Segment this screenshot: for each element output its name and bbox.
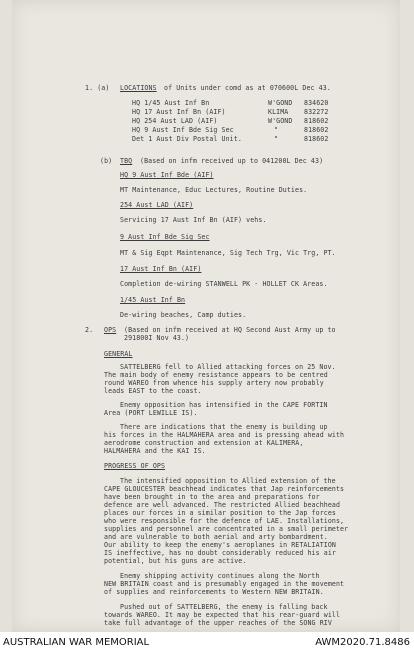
task-body: Servicing 17 Aust Inf Bn (AIF) vehs. [120, 216, 267, 224]
section-1-number: 1. (a) [85, 84, 110, 92]
location-code: KLIMA [268, 108, 289, 116]
para-line: Enemy shipping activity continues along the North [120, 572, 320, 580]
para-line: The intensified opposition to Allied extension of the [120, 477, 336, 485]
para-line: places our forces in a similar position to the Jap forces [104, 509, 336, 517]
tbq-heading-rest: (Based on infm received up to 041200L Dec 43) [140, 157, 324, 165]
archive-id: AWM2020.71.8486 [315, 637, 410, 648]
para-line: round WAREO from whence his supply artery now probably [104, 379, 324, 387]
para-line: supplies and personnel are concentrated in a small perimeter [104, 525, 349, 533]
para-line: take full advantage of the upper reaches of the SONG RIV [104, 619, 332, 627]
para-line: aerodrome construction and extension at KALIMERA, [104, 439, 304, 447]
locations-heading-rest: of Units under comd as at 070600L Dec 43. [164, 84, 331, 92]
location-unit: HQ 254 Aust LAD (AIF) [132, 117, 218, 125]
ops-heading-rest-2: 291800I Nov 43.) [124, 334, 190, 342]
para-line: There are indications that the enemy is building up [120, 423, 328, 431]
location-unit: HQ 17 Aust Inf Bn (AIF) [132, 108, 226, 116]
location-code: W'GOND [268, 99, 293, 107]
para-line: leads EAST to the coast. [104, 387, 202, 395]
para-line: The main body of enemy resistance appears to be centred [104, 371, 328, 379]
para-line: IS ineffective, has no doubt considerably reduced his air [104, 549, 336, 557]
para-line: and are vulnerable to both aerial and arty bombardment. [104, 533, 328, 541]
task-body: MT Maintenance, Educ Lectures, Routine Duties. [120, 186, 308, 194]
para-line: have been brought in to the area and preparations for [104, 493, 320, 501]
task-body: MT & Sig Eqpt Maintenance, Sig Tech Trg, Vic Trg, PT. [120, 249, 336, 257]
para-line: defence are well advanced. The restricted Allied beachhead [104, 501, 341, 509]
task-body: Completion de-wiring STANWELL PK - HOLLET CK Areas. [120, 280, 328, 288]
para-line: towards WAREO. It may be expected that his rear-guard will [104, 611, 341, 619]
location-unit: Det 1 Aust Div Postal Unit. [132, 135, 242, 143]
task-heading: 17 Aust Inf Bn (AIF) [120, 265, 202, 273]
task-heading: 254 Aust LAD (AIF) [120, 201, 194, 209]
para-line: NEW BRITAIN coast and is presumably engaged in the movement [104, 580, 345, 588]
para-line: Enemy opposition has intensified in the CAPE FORTIN [120, 401, 328, 409]
archive-name: AUSTRALIAN WAR MEMORIAL [3, 637, 150, 648]
para-line: Our ability to keep the enemy's aeroplanes in RETALIATION [104, 541, 336, 549]
tbq-heading: TBQ [120, 157, 133, 165]
general-heading: GENERAL [104, 350, 133, 358]
para-line: SATTELBERG fell to Allied attacking forces on 25 Nov. [120, 363, 336, 371]
location-ref: 818602 [304, 117, 329, 125]
para-line: who were responsible for the defence of LAE. Installations, [104, 517, 345, 525]
task-body: De-wiring beaches, Camp duties. [120, 311, 247, 319]
location-ref: 818602 [304, 135, 329, 143]
location-ref: 818602 [304, 126, 329, 134]
progress-heading: PROGRESS OF OPS [104, 462, 166, 470]
location-ref: 834620 [304, 99, 329, 107]
ops-heading-rest: (Based on infm received at HQ Second Aust Army up to [124, 326, 336, 334]
para-line: potential, but his guns are active. [104, 557, 247, 565]
para-line: of supplies and reinforcements to Western NEW BRITAIN. [104, 588, 324, 596]
paper-sheet [12, 0, 400, 632]
para-line: CAPE GLOUCESTER beachhead indicates that Jap reinforcements [104, 485, 345, 493]
para-line: Area (PORT LEWILLE IS). [104, 409, 198, 417]
location-unit: HQ 9 Aust Inf Bde Sig Sec [132, 126, 234, 134]
location-code: W'GOND [268, 117, 293, 125]
location-unit: HQ 1/45 Aust Inf Bn [132, 99, 210, 107]
location-code: " [274, 126, 279, 134]
location-ref: 832272 [304, 108, 329, 116]
task-heading: 9 Aust Inf Bde Sig Sec [120, 233, 210, 241]
para-line: HALMAHERA and the KAI IS. [104, 447, 206, 455]
para-line: his forces in the HALMAHERA area and is pressing ahead with [104, 431, 345, 439]
ops-heading: OPS [104, 326, 117, 334]
location-code: " [274, 135, 279, 143]
para-line: Pushed out of SATTELBERG, the enemy is falling back [120, 603, 328, 611]
task-heading: HQ 9 Aust Inf Bde (AIF) [120, 171, 214, 179]
section-2-number: 2. [85, 326, 94, 334]
task-heading: 1/45 Aust Inf Bn [120, 296, 186, 304]
locations-heading: LOCATIONS [120, 84, 157, 92]
archive-footer [0, 632, 414, 653]
section-1b-number: (b) [100, 157, 113, 165]
